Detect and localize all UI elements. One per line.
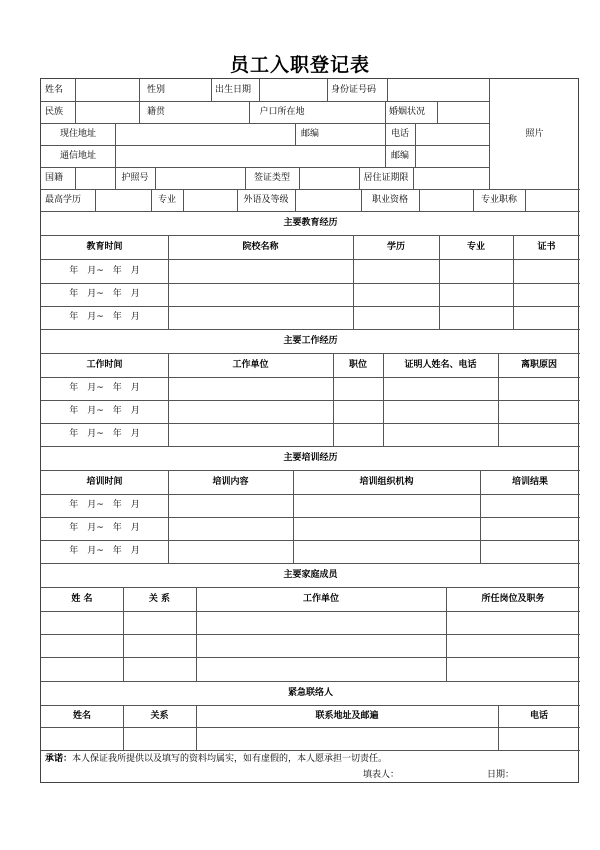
grid-line xyxy=(123,587,124,681)
photo-area[interactable]: 照片 xyxy=(525,128,544,139)
family-header-name: 姓 名 xyxy=(71,593,93,604)
grid-line xyxy=(115,123,116,189)
grid-line xyxy=(41,283,580,284)
grid-line xyxy=(295,189,296,211)
grid-line xyxy=(41,423,580,424)
label-id-number: 身份证号码 xyxy=(331,84,377,95)
grid-line xyxy=(155,167,156,189)
grid-line xyxy=(41,494,580,495)
work-row-time[interactable]: 年 月~ 年 月 xyxy=(69,383,140,393)
grid-line xyxy=(245,167,246,189)
grid-line xyxy=(41,634,580,635)
grid-line xyxy=(75,167,76,189)
grid-line xyxy=(415,123,416,167)
emergency-section-title: 紧急联络人 xyxy=(287,687,333,698)
grid-line xyxy=(327,79,328,101)
grid-line xyxy=(489,79,490,189)
grid-line xyxy=(95,189,96,211)
grid-line xyxy=(383,353,384,446)
grid-line xyxy=(446,587,447,681)
grid-line xyxy=(211,79,212,101)
emergency-header-name: 姓名 xyxy=(72,710,91,721)
field-id-number[interactable] xyxy=(387,79,489,101)
grid-line xyxy=(41,611,580,612)
grid-line xyxy=(249,101,250,123)
grid-line xyxy=(41,657,580,658)
grid-line xyxy=(41,259,580,260)
pledge-statement xyxy=(41,750,580,768)
grid-line xyxy=(385,101,386,167)
field-postcode[interactable] xyxy=(325,123,385,145)
emergency-header-relation: 关系 xyxy=(150,710,169,721)
label-major: 专业 xyxy=(157,194,176,205)
label-native-place: 籍贯 xyxy=(147,106,166,117)
field-education[interactable] xyxy=(95,189,151,211)
field-nationality[interactable] xyxy=(75,167,115,189)
field-visa-type[interactable] xyxy=(299,167,359,189)
grid-line xyxy=(439,235,440,329)
grid-line xyxy=(139,79,140,123)
grid-line xyxy=(183,189,184,211)
field-marital[interactable] xyxy=(437,101,489,123)
grid-line xyxy=(41,353,580,354)
education-header-school: 院校名称 xyxy=(242,241,279,252)
training-header-time: 培训时间 xyxy=(86,476,123,487)
grid-line xyxy=(41,211,580,212)
training-header-organization: 培训组织机构 xyxy=(359,476,414,487)
grid-line xyxy=(41,563,580,564)
emergency-header-phone: 电话 xyxy=(529,710,548,721)
grid-line xyxy=(41,145,489,146)
field-name[interactable] xyxy=(75,79,139,101)
grid-line xyxy=(196,705,197,750)
grid-line xyxy=(41,306,580,307)
label-hukou: 户口所在地 xyxy=(259,106,305,117)
training-section-title: 主要培训经历 xyxy=(283,452,338,463)
family-header-position: 所任岗位及职务 xyxy=(481,593,545,604)
grid-line xyxy=(168,235,169,329)
grid-line xyxy=(41,446,580,447)
grid-line xyxy=(387,79,388,101)
label-education: 最高学历 xyxy=(45,194,82,205)
work-row-time[interactable]: 年 月~ 年 月 xyxy=(69,406,140,416)
work-header-position: 职位 xyxy=(348,359,367,370)
education-header-major: 专业 xyxy=(466,241,485,252)
grid-line xyxy=(41,400,580,401)
education-row-time[interactable]: 年 月~ 年 月 xyxy=(69,265,140,276)
label-mail-address: 通信地址 xyxy=(59,150,96,161)
label-nationality: 国籍 xyxy=(45,172,64,183)
grid-line xyxy=(151,189,152,211)
field-gender[interactable] xyxy=(177,79,211,101)
field-birth-date[interactable] xyxy=(259,79,327,101)
grid-line xyxy=(237,189,238,211)
field-hukou[interactable] xyxy=(315,101,385,123)
grid-line xyxy=(41,750,580,751)
field-mail-address[interactable] xyxy=(115,145,385,167)
grid-line xyxy=(196,587,197,681)
grid-line xyxy=(41,167,489,168)
grid-line xyxy=(419,189,420,211)
label-professional-title: 专业职称 xyxy=(480,194,517,205)
work-header-leave-reason: 离职原因 xyxy=(520,359,557,370)
field-postcode-2[interactable] xyxy=(415,145,489,167)
label-qualification: 职业资格 xyxy=(371,194,408,205)
grid-line xyxy=(75,79,76,123)
grid-line xyxy=(41,470,580,471)
label-postcode-2: 邮编 xyxy=(390,150,409,161)
label-name: 姓名 xyxy=(45,84,64,95)
work-row-time[interactable]: 年 月~ 年 月 xyxy=(69,429,140,439)
education-header-time: 教育时间 xyxy=(86,241,123,252)
page-title: 员工入职登记表 xyxy=(229,54,370,76)
label-visa-type: 签证类型 xyxy=(253,172,290,183)
grid-line xyxy=(299,167,300,189)
grid-line xyxy=(353,235,354,329)
education-header-degree: 学历 xyxy=(386,241,405,252)
grid-line xyxy=(498,705,499,750)
label-birth-date: 出生日期 xyxy=(215,84,252,95)
grid-line xyxy=(333,353,334,446)
grid-line xyxy=(41,517,580,518)
grid-line xyxy=(168,353,169,446)
work-header-reference: 证明人姓名、电话 xyxy=(404,359,477,370)
grid-line xyxy=(41,377,580,378)
work-section-title: 主要工作经历 xyxy=(283,335,338,346)
grid-line xyxy=(41,540,580,541)
family-header-relation: 关 系 xyxy=(148,593,171,604)
education-row-time[interactable]: 年 月~ 年 月 xyxy=(69,312,140,322)
field-language[interactable] xyxy=(295,189,361,211)
grid-line xyxy=(41,235,580,236)
grid-line xyxy=(361,189,362,211)
label-marital: 婚姻状况 xyxy=(389,106,426,117)
label-language: 外语及等级 xyxy=(243,194,289,205)
field-qualification[interactable] xyxy=(419,189,473,211)
grid-line xyxy=(259,79,260,101)
education-header-certificate: 证书 xyxy=(537,241,556,252)
label-ethnicity: 民族 xyxy=(45,106,64,117)
grid-line xyxy=(437,101,438,123)
registration-form xyxy=(40,78,579,783)
grid-line xyxy=(480,470,481,563)
label-gender: 性别 xyxy=(147,84,166,95)
label-postcode: 邮编 xyxy=(300,128,319,139)
label-current-address: 现住地址 xyxy=(59,128,96,139)
field-ethnicity[interactable] xyxy=(75,101,139,123)
grid-line xyxy=(41,587,580,588)
grid-line xyxy=(41,123,489,124)
grid-line xyxy=(473,189,474,211)
grid-line xyxy=(513,235,514,329)
family-section-title: 主要家庭成员 xyxy=(283,569,338,580)
training-row-time[interactable]: 年 月~ 年 月 xyxy=(69,500,140,510)
education-section-title: 主要教育经历 xyxy=(283,217,338,228)
training-row-time[interactable]: 年 月~ 年 月 xyxy=(69,546,140,556)
grid-line xyxy=(41,101,489,102)
family-header-company: 工作单位 xyxy=(302,593,339,604)
training-header-result: 培训结果 xyxy=(511,476,548,487)
filler-label: 填表人： xyxy=(363,769,400,780)
training-row-time[interactable]: 年 月~ 年 月 xyxy=(69,523,140,533)
training-header-content: 培训内容 xyxy=(212,476,249,487)
grid-line xyxy=(293,470,294,563)
education-row-time[interactable]: 年 月~ 年 月 xyxy=(69,289,140,299)
field-residence-period[interactable] xyxy=(413,167,489,189)
grid-line xyxy=(168,470,169,563)
grid-line xyxy=(498,353,499,446)
grid-line xyxy=(525,189,526,211)
grid-line xyxy=(41,727,580,728)
grid-line xyxy=(295,123,296,145)
field-professional-title[interactable] xyxy=(525,189,580,211)
field-current-address[interactable] xyxy=(115,123,295,145)
grid-line xyxy=(413,167,414,189)
grid-line xyxy=(41,681,580,682)
field-phone[interactable] xyxy=(415,123,489,145)
emergency-header-address: 联系地址及邮遍 xyxy=(315,710,379,721)
work-header-time: 工作时间 xyxy=(86,359,123,370)
pledge-text: 本人保证我所提供以及填写的资料均属实，如有虚假的，本人愿承担一切责任。 xyxy=(72,753,388,764)
grid-line xyxy=(359,167,360,189)
grid-line xyxy=(41,329,580,330)
grid-line xyxy=(123,705,124,750)
field-passport[interactable] xyxy=(155,167,245,189)
label-phone: 电话 xyxy=(390,128,409,139)
pledge-label: 承诺： xyxy=(45,753,73,764)
field-native-place[interactable] xyxy=(177,101,249,123)
label-residence-period: 居住证期限 xyxy=(363,172,409,183)
grid-line xyxy=(41,189,580,190)
grid-line xyxy=(41,705,580,706)
field-major[interactable] xyxy=(183,189,237,211)
label-passport: 护照号 xyxy=(121,172,149,183)
work-header-company: 工作单位 xyxy=(232,359,269,370)
date-label: 日期： xyxy=(487,769,515,780)
